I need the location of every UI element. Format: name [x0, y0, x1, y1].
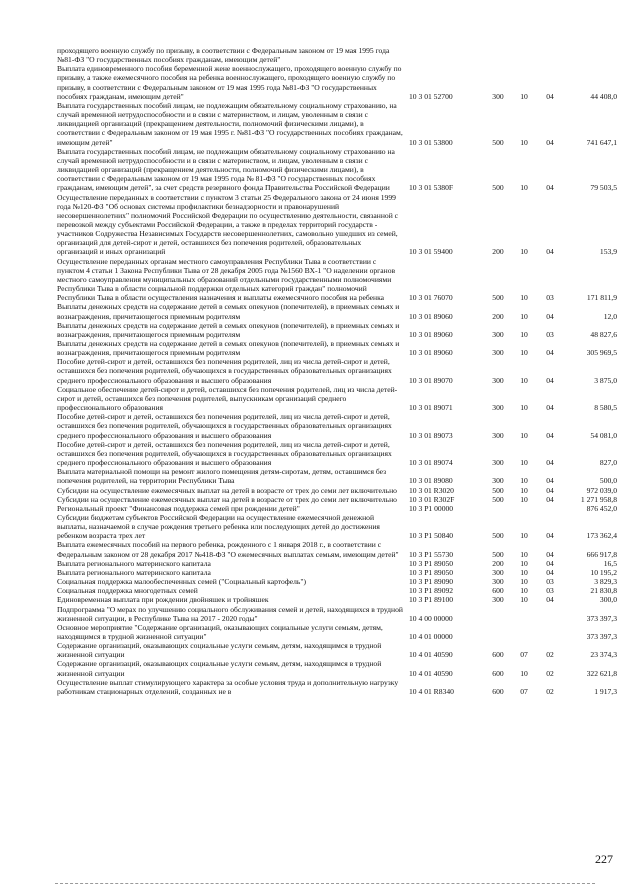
page-number: 227	[595, 852, 613, 866]
table-row	[57, 339, 617, 357]
row-target-code: 10 3 P1 55730	[409, 549, 454, 559]
row-expense-type: 600	[492, 686, 504, 696]
page-bottom-edge	[55, 883, 595, 884]
row-section: 10	[520, 183, 528, 193]
row-target-code: 10 3 01 5380F	[409, 183, 454, 193]
row-subsection: 04	[546, 476, 554, 486]
row-amount: 300,0	[599, 595, 617, 605]
row-description: Социальное обеспечение детей-сирот и детей, оставшихся без попечения родителей, лиц из числа детей-сирот и детей, оставшихся без попечения родителей, выпускникам организаций среднего профессионального образования	[57, 384, 398, 413]
row-amount: 23 374,3	[590, 650, 617, 660]
row-expense-type: 600	[492, 668, 504, 678]
row-amount: 666 917,8	[586, 549, 617, 559]
row-section: 10	[520, 558, 528, 568]
row-expense-type: 500	[492, 137, 504, 147]
row-description: Выплата материальной помощи на ремонт жилого помещения детям-сиротам, детям, оставшимся без попечения родителей, на территории Республики Тыва	[57, 467, 387, 486]
table-row	[57, 595, 617, 604]
row-amount: 741 647,1	[586, 137, 617, 147]
row-amount: 827,0	[599, 458, 617, 468]
row-subsection: 04	[546, 183, 554, 193]
row-section: 07	[520, 650, 528, 660]
row-amount: 305 969,5	[586, 348, 617, 358]
row-target-code: 10 3 01 52700	[409, 91, 453, 101]
row-expense-type: 500	[492, 531, 504, 541]
row-description: Выплата государственных пособий лицам, не подлежащим обязательному социальному страхованию, на случай временной нетрудоспособности и в связи с материнством, и лицам, уволенным в связи с ликвидацией организаций (прекращением деятельности, полномочий физическими лицами), в соответствии с Федеральным законом от 19 мая 1995 г. №81-ФЗ "О государственных пособиях гражданам, имеющим детей"	[57, 100, 403, 147]
row-subsection: 04	[546, 531, 554, 541]
row-target-code: 10 3 P1 89050	[409, 558, 454, 568]
table-row	[57, 46, 617, 64]
row-subsection: 04	[546, 494, 554, 504]
table-row	[57, 577, 617, 586]
row-target-code: 10 3 P1 50840	[409, 531, 454, 541]
row-target-code: 10 3 01 R302F	[409, 494, 455, 504]
table-row	[57, 385, 617, 412]
row-subsection: 04	[546, 558, 554, 568]
row-description: Выплата государственных пособий лицам, не подлежащим обязательному социальному страхованию на случай временной нетрудоспособности и в связи с материнством, и лицам, уволенным в связи с ликвидацией организаций (прекращением деятельности, полномочий физическими лицами), в соответствии с Федеральным законом от 19 мая 1995 года № 81-ФЗ "О государственных пособиях гражданам, имеющим детей", за счет средств резервного фонда Правительства Российской Федерации	[57, 146, 395, 193]
row-section: 10	[520, 577, 528, 587]
row-section: 10	[520, 668, 528, 678]
table-row	[57, 257, 617, 303]
row-expense-type: 500	[492, 293, 504, 303]
row-target-code: 10 3 01 89073	[409, 430, 453, 440]
row-amount: 322 621,8	[586, 668, 617, 678]
row-subsection: 04	[546, 595, 554, 605]
row-subsection: 02	[546, 668, 554, 678]
row-expense-type: 300	[492, 329, 504, 339]
row-expense-type: 300	[492, 430, 504, 440]
row-subsection: 04	[546, 430, 554, 440]
row-description: Осуществление выплат стимулирующего характера за особые условия труда и дополнительную нагрузку работникам стационарных отделений, созданных не в	[57, 677, 399, 696]
row-subsection: 03	[546, 329, 554, 339]
row-expense-type: 300	[492, 577, 504, 587]
table-row	[57, 101, 617, 147]
row-target-code: 10 3 01 59400	[409, 247, 453, 257]
row-expense-type: 300	[492, 91, 504, 101]
row-section: 10	[520, 586, 528, 596]
row-section: 10	[520, 531, 528, 541]
row-target-code: 10 3 01 89071	[409, 403, 453, 413]
row-expense-type: 600	[492, 586, 504, 596]
row-description: Осуществление переданных в соответствии с пунктом 3 статьи 25 Федерального закона от 24 июня 1999 года №120-ФЗ "Об основах системы профилактики безнадзорности и правонарушений несовершеннолетних" полномочий Российской Федерации по осуществлению деятельности, связанной с перевозкой между субъектами Российской Федерации, а также в пределах территорий государств - участников Содружества Независимых Государств несовершеннолетних, самовольно ушедших из семей, организаций для детей-сирот и детей, оставшихся без попечения родителей, образовательных организаций и иных организаций	[57, 192, 399, 257]
row-section: 10	[520, 91, 528, 101]
row-target-code: 10 3 01 76070	[409, 293, 453, 303]
row-amount: 16,5	[603, 558, 617, 568]
row-section: 10	[520, 476, 528, 486]
row-amount: 500,0	[599, 476, 617, 486]
row-expense-type: 300	[492, 595, 504, 605]
row-expense-type: 500	[492, 494, 504, 504]
row-section: 10	[520, 137, 528, 147]
row-subsection: 02	[546, 650, 554, 660]
table-row	[57, 467, 617, 485]
row-section: 10	[520, 458, 528, 468]
row-subsection: 04	[546, 91, 554, 101]
row-section: 10	[520, 247, 528, 257]
table-row	[57, 193, 617, 257]
row-amount: 171 811,9	[586, 293, 617, 303]
row-section: 10	[520, 595, 528, 605]
row-section: 10	[520, 494, 528, 504]
row-description: Содержание организаций, оказывающих социальные услуги семьям, детям, находящимся в трудной жизненной ситуации	[57, 641, 382, 660]
row-expense-type: 200	[492, 311, 504, 321]
row-section: 10	[520, 375, 528, 385]
row-subsection: 04	[546, 247, 554, 257]
row-target-code: 10 3 P1 89092	[409, 586, 454, 596]
row-target-code: 10 4 01 00000	[409, 632, 453, 641]
row-description: Единовременная выплата при рождении двойняшек и тройняшек	[57, 595, 269, 605]
row-description: Выплаты денежных средств на содержание детей в семьях опекунов (попечителей), в приемных семьях и вознаграждения, причитающегося приемным родителям	[57, 339, 400, 358]
row-subsection: 03	[546, 577, 554, 587]
row-description: Выплата регионального материнского капитала	[57, 558, 211, 568]
row-target-code: 10 3 01 89060	[409, 311, 453, 321]
row-expense-type: 500	[492, 183, 504, 193]
row-subsection: 04	[546, 375, 554, 385]
row-target-code: 10 3 P1 00000	[409, 503, 454, 513]
table-row	[57, 641, 617, 659]
row-subsection: 04	[546, 485, 554, 495]
row-description: Региональный проект "Финансовая поддержка семей при рождении детей"	[57, 503, 300, 513]
row-expense-type: 300	[492, 458, 504, 468]
row-target-code: 10 3 01 89060	[409, 348, 453, 358]
row-expense-type: 300	[492, 476, 504, 486]
row-subsection: 03	[546, 293, 554, 303]
row-section: 10	[520, 549, 528, 559]
row-amount: 876 452,0	[586, 503, 617, 513]
row-description: проходящего военную службу по призыву, в соответствии с Федеральным законом от 19 мая 1995 года №81-ФЗ "О государственных пособиях гражданам, имеющим детей"	[57, 46, 390, 65]
row-description: Выплаты денежных средств на содержание детей в семьях опекунов (попечителей), в приемных семьях и вознаграждения, причитающегося приемным родителям	[57, 320, 400, 339]
row-subsection: 04	[546, 311, 554, 321]
table-row	[57, 513, 617, 540]
table-row	[57, 64, 617, 101]
row-section: 10	[520, 403, 528, 413]
row-subsection: 04	[546, 403, 554, 413]
row-expense-type: 200	[492, 247, 504, 257]
row-description: Выплата единовременного пособия беременной жене военнослужащего, проходящего военную службу по призыву, а также ежемесячного пособия на ребенка военнослужащего, проходящего военную службу по призыву, в соответствии с Федеральным законом от 19 мая 1995 года №81-ФЗ "О государственных пособиях гражданам, имеющим детей"	[57, 64, 402, 101]
table-row	[57, 586, 617, 595]
row-amount: 373 397,3	[586, 613, 617, 623]
row-amount: 48 827,6	[590, 329, 617, 339]
row-description: Выплаты денежных средств на содержание детей в семьях опекунов (попечителей), в приемных семьях и вознаграждения, причитающегося приемным родителям	[57, 302, 400, 321]
row-amount: 8 580,5	[594, 403, 617, 413]
table-row	[57, 559, 617, 568]
row-section: 10	[520, 348, 528, 358]
row-description: Основное мероприятие "Содержание организаций, оказывающих социальные услуги семьям, детям, находящимся в трудной жизненной ситуации"	[57, 622, 383, 641]
row-section: 10	[520, 430, 528, 440]
row-subsection: 04	[546, 137, 554, 147]
row-target-code: 10 4 01 R8340	[409, 686, 454, 696]
row-amount: 79 503,5	[590, 183, 617, 193]
row-expense-type: 500	[492, 485, 504, 495]
row-expense-type: 300	[492, 403, 504, 413]
row-amount: 3 829,3	[594, 577, 617, 587]
table-row	[57, 659, 617, 677]
budget-table	[57, 46, 617, 696]
table-row	[57, 504, 617, 513]
row-subsection: 03	[546, 586, 554, 596]
row-section: 10	[520, 311, 528, 321]
row-amount: 173 362,4	[586, 531, 617, 541]
row-amount: 54 081,0	[590, 430, 617, 440]
row-amount: 21 830,8	[590, 586, 617, 596]
table-row	[57, 412, 617, 439]
row-section: 07	[520, 686, 528, 696]
row-amount: 972 039,0	[586, 485, 617, 495]
row-subsection: 04	[546, 458, 554, 468]
row-subsection: 02	[546, 686, 554, 696]
row-target-code: 10 3 01 89080	[409, 476, 453, 486]
table-row	[57, 357, 617, 384]
row-subsection: 04	[546, 567, 554, 577]
table-row	[57, 540, 617, 558]
row-target-code: 10 3 P1 89100	[409, 595, 454, 605]
table-row	[57, 440, 617, 467]
row-target-code: 10 3 01 R3020	[409, 485, 454, 495]
row-expense-type: 300	[492, 567, 504, 577]
row-target-code: 10 3 P1 89050	[409, 567, 454, 577]
row-description: Пособие детей-сирот и детей, оставшихся без попечения родителей, лиц из числа детей-сирот и детей, оставшихся без попечения родителей, обучающихся в государственных образовательных организациях среднего профессионального образования и высшего образования	[57, 439, 392, 468]
table-row	[57, 678, 617, 696]
row-expense-type: 600	[492, 650, 504, 660]
table-row	[57, 623, 617, 641]
table-row	[57, 568, 617, 577]
row-description: Выплата регионального материнского капитала	[57, 567, 211, 577]
row-amount: 12,0	[603, 311, 617, 321]
row-amount: 10 195,2	[590, 567, 617, 577]
row-description: Подпрограмма "О мерах по улучшению социального обслуживания семей и детей, находящихся в трудной жизненной ситуации, в Республике Тыва на 2017 - 2020 годы"	[57, 604, 403, 623]
row-section: 10	[520, 329, 528, 339]
row-expense-type: 300	[492, 375, 504, 385]
table-row	[57, 605, 617, 623]
table-row	[57, 321, 617, 339]
row-target-code: 10 3 P1 89090	[409, 577, 454, 587]
row-subsection: 04	[546, 549, 554, 559]
row-description: Выплата ежемесячных пособий на первого ребенка, рожденного с 1 января 2018 г., в соответствии с Федеральным законом от 28 декабря 2017 №418-ФЗ "О ежемесячных выплатах семьям, имеющим детей"	[57, 540, 399, 559]
row-expense-type: 200	[492, 558, 504, 568]
row-description: Социальная поддержка малообеспеченных семей ("Социальный картофель")	[57, 577, 306, 587]
row-section: 10	[520, 485, 528, 495]
row-section: 10	[520, 567, 528, 577]
row-subsection: 04	[546, 348, 554, 358]
row-amount: 1 917,3	[594, 686, 617, 696]
table-row	[57, 147, 617, 193]
table-row	[57, 486, 617, 495]
row-target-code: 10 4 01 40590	[409, 650, 453, 660]
row-description: Социальная поддержка многодетных семей	[57, 586, 198, 596]
row-description: Содержание организаций, оказывающих социальные услуги семьям, детям, находящимся в трудной жизненной ситуации	[57, 659, 382, 678]
row-target-code: 10 3 01 89070	[409, 375, 453, 385]
row-expense-type: 500	[492, 549, 504, 559]
row-target-code: 10 3 01 89074	[409, 458, 453, 468]
row-target-code: 10 4 00 00000	[409, 613, 453, 623]
row-target-code: 10 3 01 53800	[409, 137, 453, 147]
row-amount: 153,9	[599, 247, 617, 257]
row-description: Субсидии на осуществление ежемесячных выплат на детей в возрасте от трех до семи лет включительно	[57, 494, 397, 504]
table-row	[57, 302, 617, 320]
row-description: Субсидии бюджетам субъектов Российской Федерации на осуществление ежемесячной денежной выплаты, назначаемой в случае рождения третьего ребенка или последующих детей до достижения ребенком возраста трех лет	[57, 512, 380, 541]
row-section: 10	[520, 293, 528, 303]
row-description: Осуществление переданных органам местного самоуправления Республики Тыва в соответствии с пунктом 4 статьи 1 Закона Республики Тыва от 28 декабря 2005 года №1560 ВХ-1 "О наделении органов местного самоуправления муниципальных образований отдельными государственными полномочиями Республики Тыва в области социальной поддержки отдельных категорий граждан" полномочий Республики Тыва в области осуществления назначения и выплаты ежемесячного пособия на ребенка	[57, 256, 396, 303]
row-description: Пособие детей-сирот и детей, оставшихся без попечения родителей, лиц из числа детей-сирот и детей, оставшихся без попечения родителей, обучающихся в государственных образовательных организациях среднего профессионального образования и высшего образования	[57, 412, 392, 440]
row-amount: 3 875,0	[594, 375, 617, 385]
row-description: Субсидии на осуществление ежемесячных выплат на детей в возрасте от трех до семи лет включительно	[57, 485, 397, 495]
row-amount: 1 271 958,8	[580, 494, 617, 504]
row-amount: 44 408,0	[590, 91, 617, 101]
table-row	[57, 495, 617, 504]
row-target-code: 10 4 01 40590	[409, 668, 453, 678]
row-expense-type: 300	[492, 348, 504, 358]
row-target-code: 10 3 01 89060	[409, 329, 453, 339]
row-amount: 373 397,3	[586, 632, 617, 641]
row-description: Пособие детей-сирот и детей, оставшихся без попечения родителей, лиц из числа детей-сирот и детей, оставшихся без попечения родителей, обучающихся в государственных образовательных организациях среднего профессионального образования и высшего образования	[57, 357, 392, 385]
